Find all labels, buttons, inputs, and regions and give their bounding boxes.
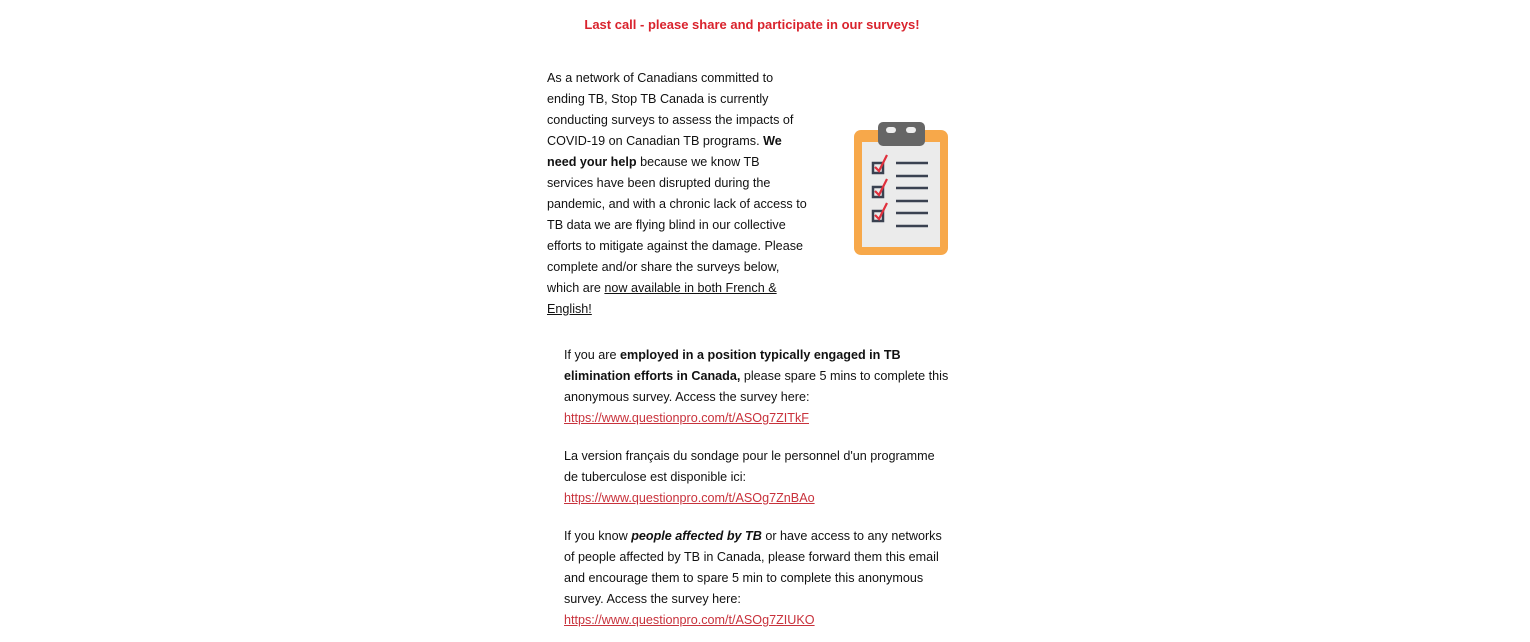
survey-text: If you know — [564, 529, 632, 543]
survey-bold: people affected by TB — [631, 529, 762, 543]
survey-bold: employed in a position typically engaged in TB elimination efforts in Canada, — [564, 348, 901, 383]
survey-link-staff-en[interactable]: https://www.questionpro.com/t/ASOg7ZITkF — [564, 411, 809, 425]
intro-bold: We need your help — [547, 134, 782, 169]
survey-link-affected[interactable]: https://www.questionpro.com/t/ASOg7ZIUKO — [564, 613, 815, 627]
survey-staff-en — [564, 345, 949, 429]
intro-text: As a network of Canadians committed to ending TB, Stop TB Canada is currently conducting surveys to assess the impacts of COVID-19 on Canadian TB programs. — [547, 71, 794, 148]
survey-text: please spare 5 mins to complete this anonymous survey. Access the survey here: — [564, 369, 949, 404]
headline: Last call - please share and participate in our surveys! — [584, 17, 920, 32]
languages-link[interactable]: now available in both French & English! — [547, 281, 777, 316]
clipboard-checklist-icon — [854, 121, 950, 257]
intro-text-2: because we know TB services have been disrupted during the pandemic, and with a chronic lack of access to TB data we are flying blind in our collective efforts to mitigate against the damage. Please complete and/or share the surveys below, which are — [547, 155, 807, 295]
survey-text: La version français du sondage pour le personnel d'un programme de tuberculose est disponible ici: — [564, 449, 935, 484]
survey-affected — [564, 526, 949, 631]
survey-link-staff-fr[interactable]: https://www.questionpro.com/t/ASOg7ZnBAo — [564, 491, 815, 505]
intro-paragraph — [547, 68, 809, 320]
survey-text: or have access to any networks of people affected by TB in Canada, please forward them this email and encourage them to spare 5 min to complete this anonymous survey. Access the survey here: — [564, 529, 942, 606]
survey-text: If you are — [564, 348, 621, 362]
survey-staff-fr — [564, 446, 949, 509]
